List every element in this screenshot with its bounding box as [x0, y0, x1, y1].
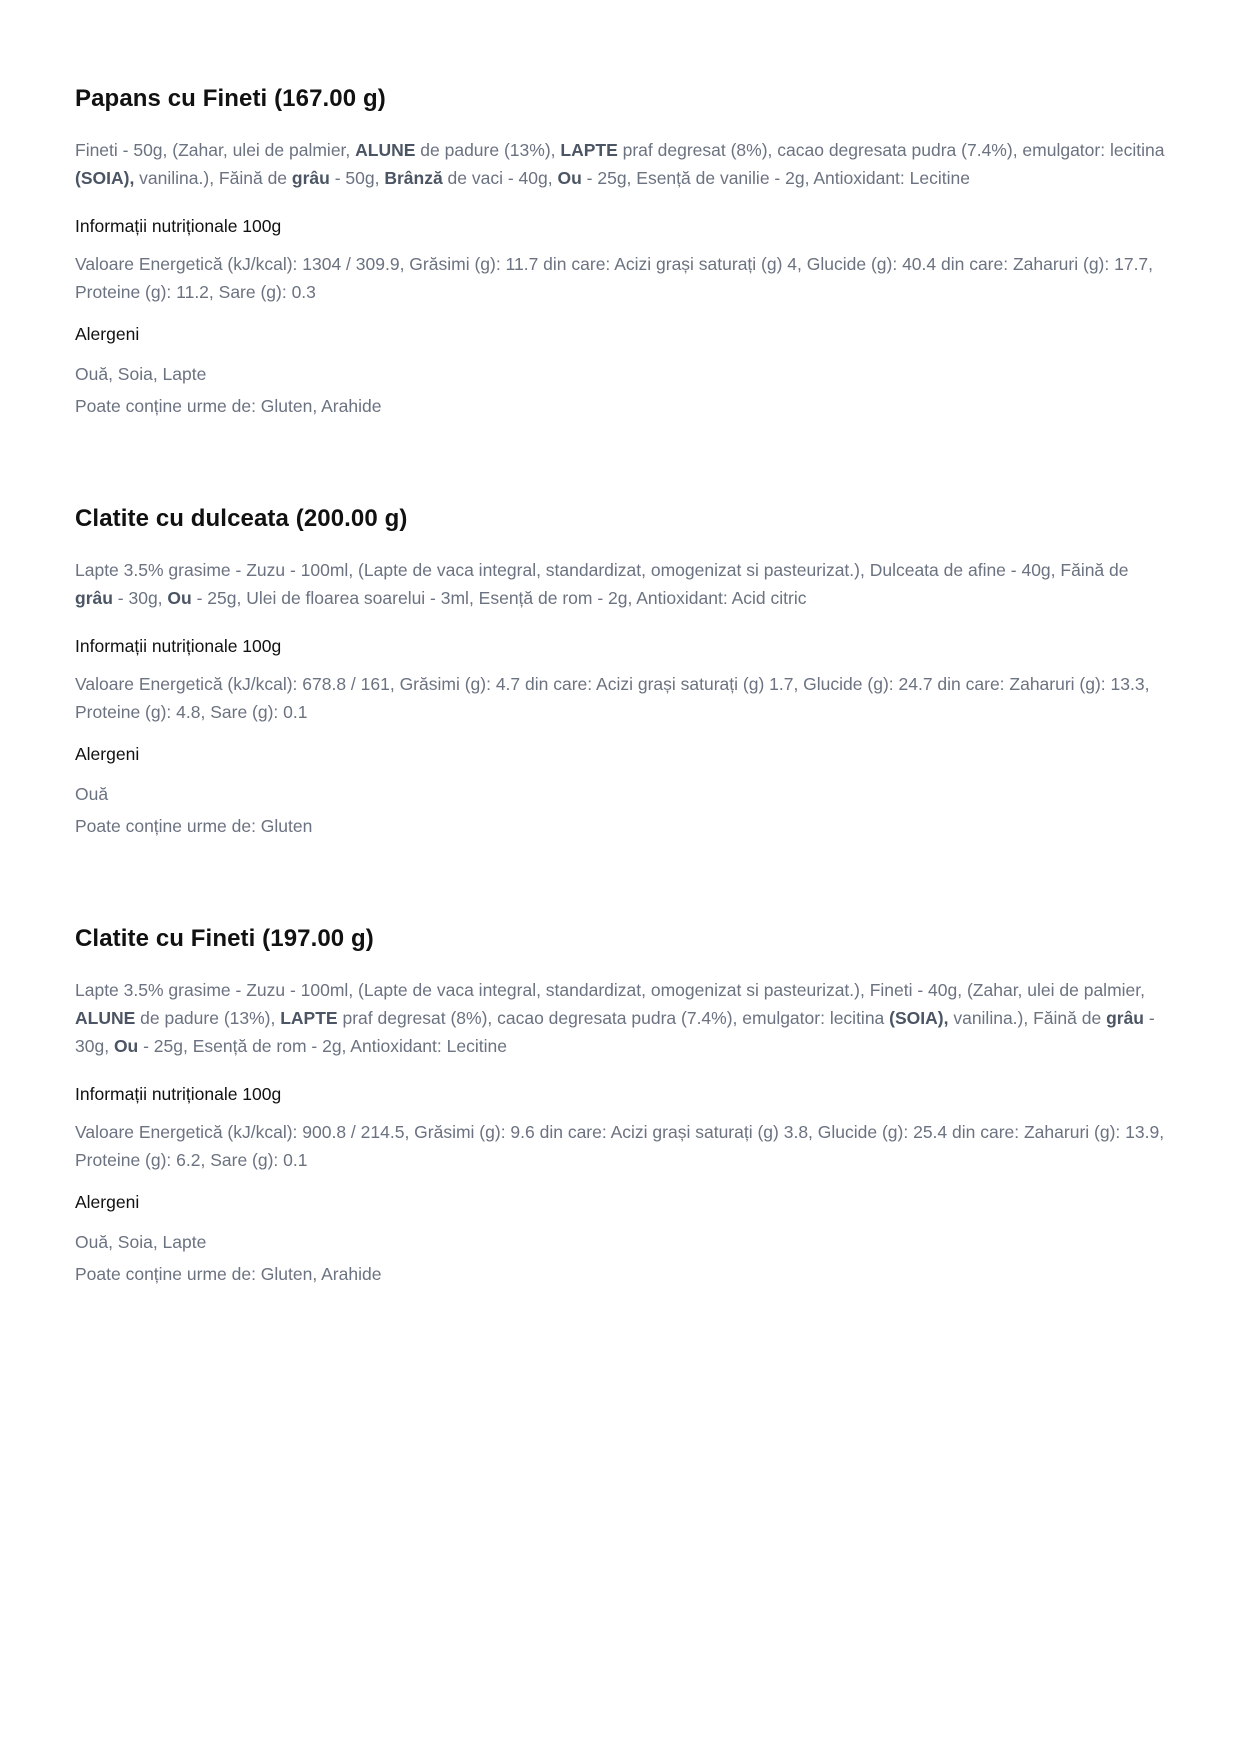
allergen-highlight: ALUNE	[355, 140, 416, 160]
product-title: Clatite cu Fineti (197.00 g)	[75, 925, 374, 952]
nutrition-label: Informații nutriționale 100g	[75, 636, 282, 656]
nutrition-values: Valoare Energetică (kJ/kcal): 900.8 / 214.5, Grăsimi (g): 9.6 din care: Acizi grași saturați (g) 3.8, Glucide (g): 25.4 din care: Zaharuri (g): 13.9, Proteine (g): 6.2, Sare (g): 0.1	[75, 1122, 1165, 1170]
ingredient-text-run: Lapte 3.5% grasime - Zuzu - 100ml, (Lapte de vaca integral, standardizat, omogenizat si pasteurizat.), Fineti - 40g, (Zahar, ulei de palmier,	[75, 980, 1145, 1000]
nutrition-label: Informații nutriționale 100g	[75, 1084, 282, 1104]
allergen-highlight: grâu	[1106, 1008, 1144, 1028]
allergens-list: Ouă	[75, 784, 109, 804]
allergens-label: Alergeni	[75, 324, 140, 344]
traces-list: Poate conține urme de: Gluten, Arahide	[75, 396, 382, 416]
nutrition-label: Informații nutriționale 100g	[75, 216, 282, 236]
ingredient-text-run: vanilina.), Făină de	[134, 168, 292, 188]
allergen-highlight: grâu	[75, 588, 113, 608]
allergen-highlight: (SOIA),	[75, 168, 135, 188]
ingredients-text	[75, 136, 1165, 192]
allergen-highlight: grâu	[291, 168, 330, 188]
nutrition-values: Valoare Energetică (kJ/kcal): 1304 / 309.9, Grăsimi (g): 11.7 din care: Acizi grași saturați (g) 4, Glucide (g): 40.4 din care: Zaharuri (g): 17.7, Proteine (g): 11.2, Sare (g): 0.3	[75, 254, 1154, 302]
allergens-block	[75, 1226, 1165, 1290]
allergens-label: Alergeni	[75, 744, 140, 764]
product-title: Clatite cu dulceata (200.00 g)	[75, 505, 408, 532]
ingredient-text-run: Lapte 3.5% grasime - Zuzu - 100ml, (Lapte de vaca integral, standardizat, omogenizat si pasteurizat.), Dulceata de afine - 40g, Făină de	[75, 560, 1129, 580]
ingredient-text-run: - 25g, Esență de rom - 2g, Antioxidant: Lecitine	[138, 1036, 507, 1056]
traces-list: Poate conține urme de: Gluten	[75, 816, 313, 836]
allergens-block	[75, 358, 1165, 422]
allergens-list: Ouă, Soia, Lapte	[75, 364, 207, 384]
product-title: Papans cu Fineti (167.00 g)	[75, 85, 386, 112]
product-card	[75, 504, 1165, 842]
allergen-highlight: LAPTE	[560, 140, 618, 160]
ingredient-text-run: Fineti - 50g, (Zahar, ulei de palmier,	[75, 140, 356, 160]
ingredient-text-run: - 25g, Esență de vanilie - 2g, Antioxidant: Lecitine	[581, 168, 970, 188]
ingredient-text-run: de vaci - 40g,	[442, 168, 558, 188]
ingredient-text-run: - 30g,	[75, 1008, 1155, 1056]
product-card	[75, 84, 1165, 422]
allergen-highlight: (SOIA),	[889, 1008, 949, 1028]
ingredient-text-run: - 50g,	[329, 168, 385, 188]
allergen-highlight: ALUNE	[75, 1008, 136, 1028]
product-card	[75, 924, 1165, 1290]
ingredient-text-run: de padure (13%),	[135, 1008, 281, 1028]
nutrition-values: Valoare Energetică (kJ/kcal): 678.8 / 161, Grăsimi (g): 4.7 din care: Acizi grași saturați (g) 1.7, Glucide (g): 24.7 din care: Zaharuri (g): 13.3, Proteine (g): 4.8, Sare (g): 0.1	[75, 674, 1150, 722]
allergen-highlight: LAPTE	[280, 1008, 338, 1028]
allergen-highlight: Ou	[167, 588, 192, 608]
ingredient-text-run: vanilina.), Făină de	[948, 1008, 1107, 1028]
ingredient-text-run: - 30g,	[112, 588, 168, 608]
ingredient-text-run: praf degresat (8%), cacao degresata pudra (7.4%), emulgator: lecitina	[617, 140, 1165, 160]
allergens-list: Ouă, Soia, Lapte	[75, 1232, 207, 1252]
allergens-label: Alergeni	[75, 1192, 140, 1212]
ingredient-text-run: de padure (13%),	[415, 140, 561, 160]
allergen-highlight: Ou	[113, 1036, 139, 1056]
allergen-highlight: Brânză	[384, 168, 443, 188]
allergen-highlight: Ou	[557, 168, 582, 188]
ingredient-text-run: - 25g, Ulei de floarea soarelui - 3ml, Esență de rom - 2g, Antioxidant: Acid citric	[191, 588, 807, 608]
ingredient-text-run: praf degresat (8%), cacao degresata pudra (7.4%), emulgator: lecitina	[337, 1008, 890, 1028]
ingredients-text	[75, 556, 1165, 612]
traces-list: Poate conține urme de: Gluten, Arahide	[75, 1264, 382, 1284]
ingredients-text	[75, 976, 1165, 1060]
allergens-block	[75, 778, 1165, 842]
